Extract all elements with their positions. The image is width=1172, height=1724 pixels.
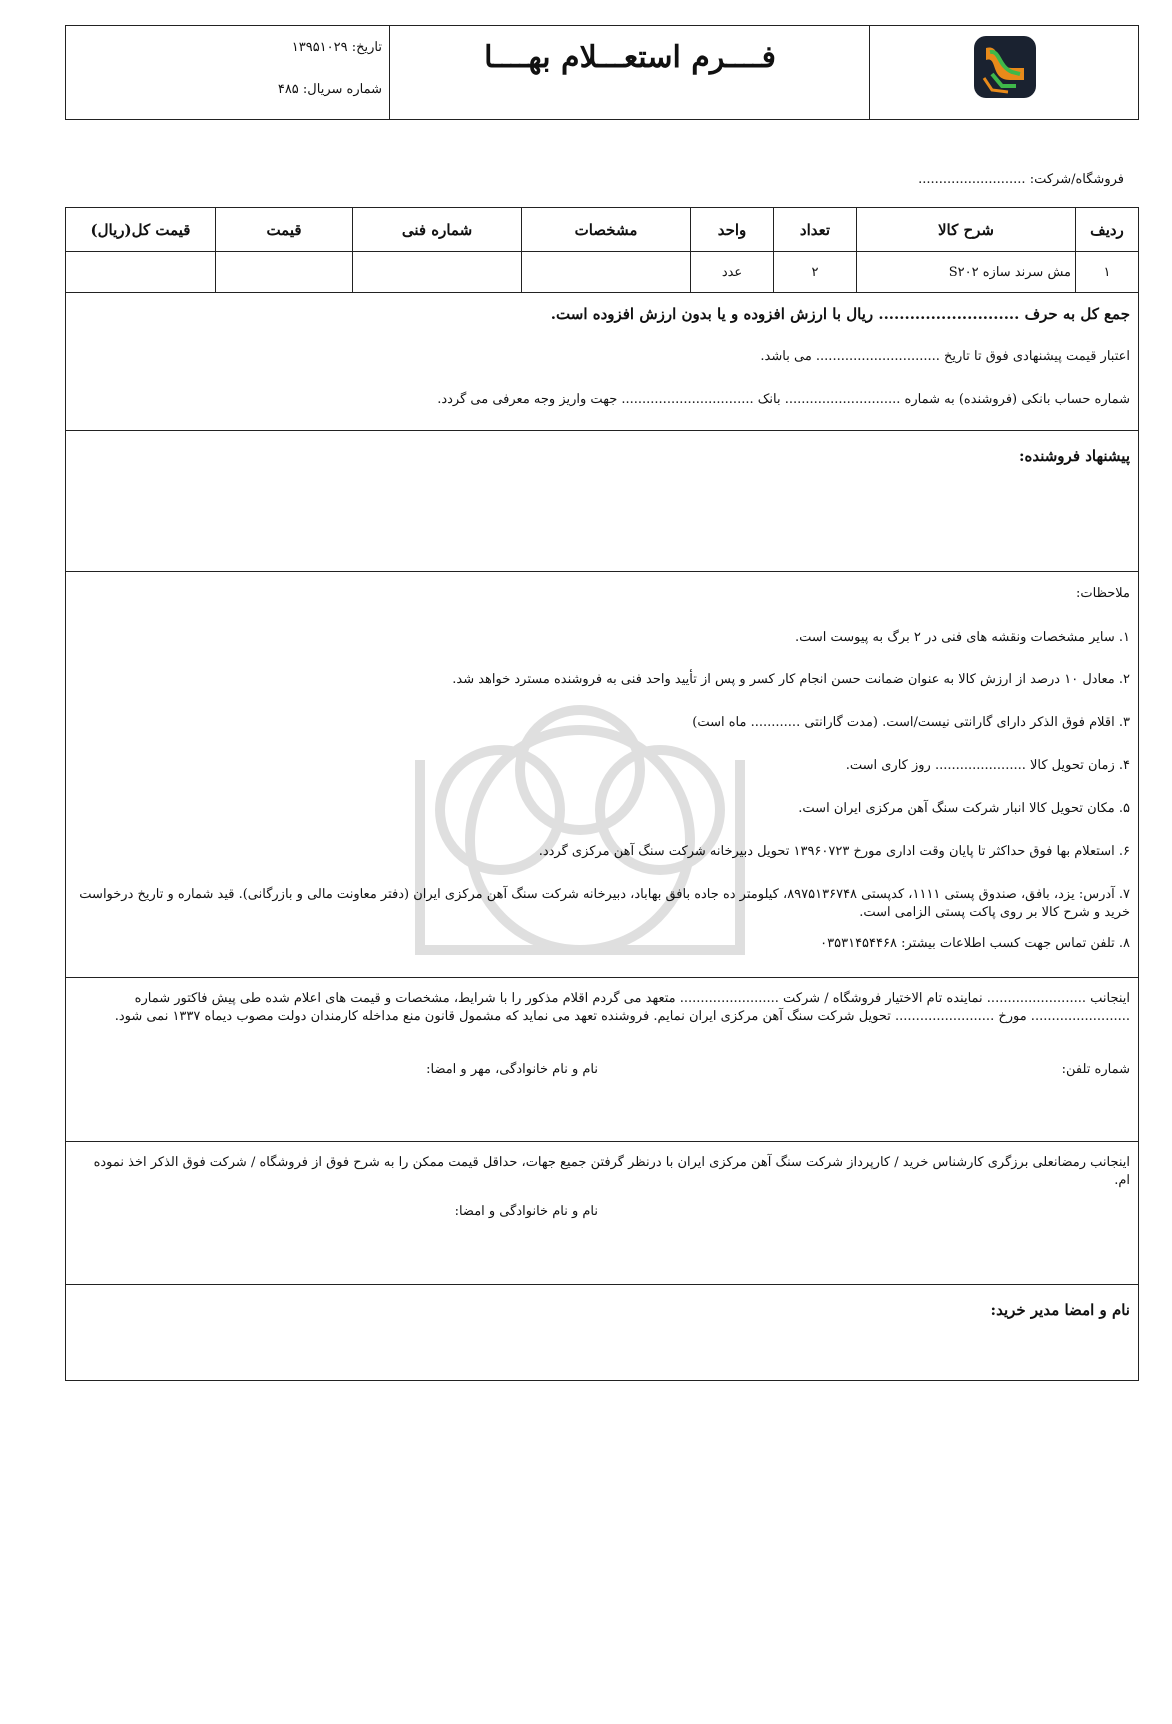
company-logo-icon [972, 34, 1038, 100]
notes-section [65, 572, 1139, 978]
col-row-number: ردیف [1076, 208, 1139, 252]
totals-section [65, 291, 1139, 431]
form-title: فــــرم استعـــلام بهــــا [484, 40, 776, 75]
note-item: ۳. اقلام فوق الذکر دارای گارانتی نیست/است. (مدت گارانتی ............ ماه است) [692, 715, 1130, 730]
store-label: فروشگاه/شرکت: .......................... [918, 172, 1124, 187]
manager-section [65, 1285, 1139, 1381]
cell-quantity: ۲ [774, 252, 857, 293]
note-item: ۸. تلفن تماس جهت کسب اطلاعات بیشتر: ۰۳۵۳۱۴۵۴۴۶۸ [820, 936, 1130, 951]
table-row [66, 252, 1139, 293]
phone-label: شماره تلفن: [1061, 1062, 1130, 1077]
table-header-row [66, 208, 1139, 252]
col-part-number: شماره فنی [353, 208, 522, 252]
note-item: ۶. استعلام بها فوق حداکثر تا پایان وقت اداری مورخ ۱۳۹۶۰۷۲۳ تحویل دبیرخانه شرکت سنگ آهن مرکزی گردد. [538, 844, 1130, 859]
undertaking-text: اینجانب ........................ نماینده تام الاختیار فروشگاه / شرکت ........................ متعهد می گردم اقلام مذکور را با شرایط، مشخصات و قیمت های اعلام شده طی پیش فاکتور شماره ........................ مورخ ........................ تحویل شرکت سنگ آهن مرکزی ایران نمایم. فروشنده تعهد می نماید که مشمول قانون منع مداخله کارمندان دولت مصوب دیماه ۱۳۳۷ نمی شود. [114, 991, 1130, 1024]
cell-row-number: ۱ [1076, 252, 1139, 293]
meta-cell [66, 26, 392, 119]
seller-offer-label: پیشنهاد فروشنده: [1018, 447, 1130, 465]
form-serial: شماره سریال: ۴۸۵ [277, 82, 382, 97]
note-item: ۵. مکان تحویل کالا انبار شرکت سنگ آهن مرکزی ایران است. [798, 801, 1130, 816]
note-item: ۴. زمان تحویل کالا ...................... روز کاری است. [845, 758, 1130, 773]
cell-part-number[interactable] [353, 252, 522, 293]
title-cell [389, 26, 870, 119]
cell-specs[interactable] [522, 252, 691, 293]
cell-unit: عدد [691, 252, 774, 293]
bank-account: شماره حساب بانکی (فروشنده) به شماره ............................ بانک ................................ جهت واریز وجه معرفی می گردد. [437, 392, 1130, 407]
form-date: تاریخ: ۱۳۹۵۱۰۲۹ [291, 40, 382, 55]
buyer-text: اینجانب رمضانعلی برزگری کارشناس خرید / کارپرداز شرکت سنگ آهن مرکزی ایران با درنظر گرفتن جمیع جهات، حداقل قیمت ممکن را به شرح فوق از فروشگاه / شرکت فوق الذکر اخذ نموده ام. [93, 1155, 1130, 1188]
col-price: قیمت [216, 208, 353, 252]
note-item: ۱. سایر مشخصات ونقشه های فنی در ۲ برگ به پیوست است. [794, 630, 1130, 645]
manager-signature-label: نام و امضا مدیر خرید: [990, 1301, 1130, 1319]
col-description: شرح کالا [857, 208, 1076, 252]
buyer-section [65, 1142, 1139, 1285]
logo-cell [869, 26, 1138, 119]
seller-offer-section [65, 431, 1139, 572]
cell-price[interactable] [216, 252, 353, 293]
form-header [65, 25, 1139, 120]
col-total-price: قیمت کل(ریال) [66, 208, 216, 252]
cell-description: مش سرند سازه S۲۰۲ [857, 252, 1076, 293]
undertaking-section [65, 978, 1139, 1142]
items-table [65, 207, 1139, 293]
notes-heading: ملاحظات: [1076, 586, 1130, 601]
seller-signature-label: نام و نام خانوادگی، مهر و امضا: [426, 1062, 598, 1077]
note-item: ۷. آدرس: یزد، بافق، صندوق پستی ۱۱۱۱، کدپستی ۸۹۷۵۱۳۶۷۴۸، کیلومتر ده جاده بافق بهاباد، دبیرخانه شرکت سنگ آهن مرکزی ایران (دفتر معاونت مالی و بازرگانی). قید شماره و تاریخ درخواست خرید و شرح کالا بر روی پاکت پستی الزامی است. [79, 887, 1130, 920]
col-specs: مشخصات [522, 208, 691, 252]
price-validity: اعتبار قیمت پیشنهادی فوق تا تاریخ .............................. می باشد. [760, 349, 1130, 364]
col-quantity: تعداد [774, 208, 857, 252]
total-in-words: جمع کل به حرف ........................... ریال با ارزش افزوده و یا بدون ارزش افزوده است. [550, 305, 1130, 323]
col-unit: واحد [691, 208, 774, 252]
buyer-signature-label: نام و نام خانوادگی و امضا: [454, 1204, 598, 1219]
note-item: ۲. معادل ۱۰ درصد از ارزش کالا به عنوان ضمانت حسن انجام کار کسر و پس از تأیید واحد فنی به فروشنده مسترد خواهد شد. [452, 672, 1130, 687]
cell-total-price[interactable] [66, 252, 216, 293]
